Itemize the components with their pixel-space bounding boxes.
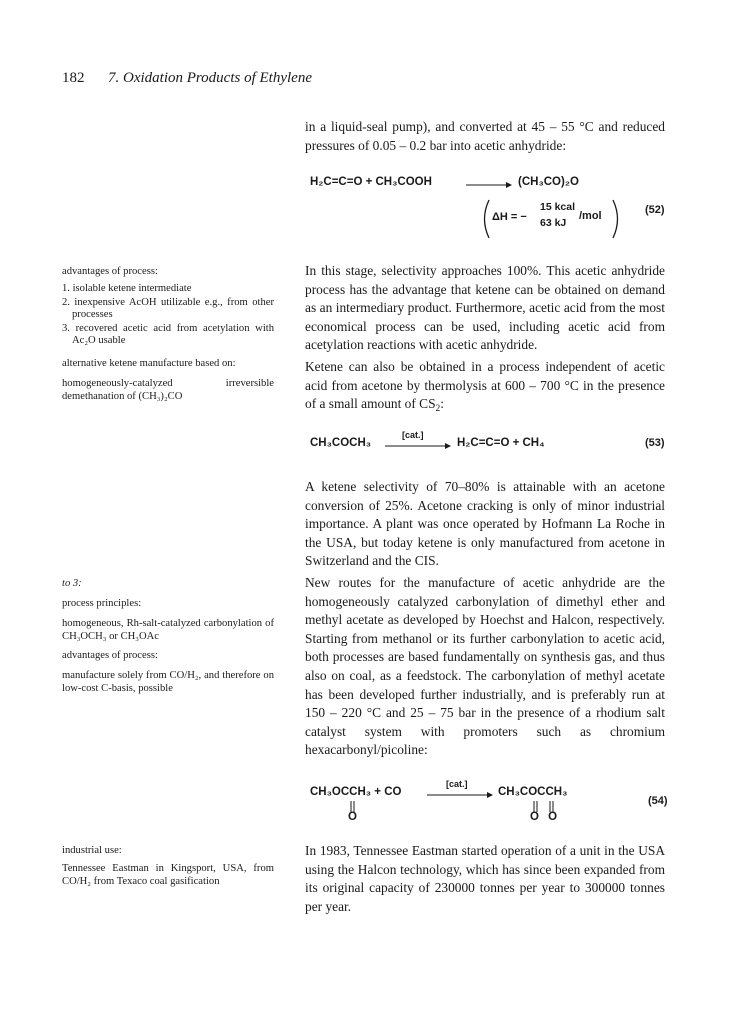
eq54-right-oxygens: O O (530, 811, 561, 823)
eq54-catalyst: [cat.] (446, 779, 468, 789)
eq54-reactants: CH₃OCCH₃ + CO (310, 786, 402, 798)
list-item: 2. inexpensive AcOH utilizable e.g., from other processes (62, 296, 274, 321)
eq52-number: (52) (645, 204, 665, 216)
eq54-left-oxygen: O (348, 811, 357, 823)
sidebar-alt-heading: alternative ketene manufacture based on: (62, 358, 236, 369)
eq52-dh-kj: 63 kJ (540, 217, 567, 229)
paragraph-2: In this stage, selectivity approaches 100%. This acetic anhydride process has the advantage that ketene can be obtained on demand as an intermediary product. Furthermore, acetic acid from the most economical process can be used, including acetic acid from acetylation reactions with acetic anhydride. (305, 263, 665, 353)
eq52-arrow (466, 181, 512, 189)
paragraph-1: in a liquid-seal pump), and converted at 45 – 55 °C and reduced pressures of 0.05 – 0.2 bar into acetic anhydride: (305, 119, 665, 153)
page-number: 182 (62, 70, 85, 86)
eq52-reactants: H₂C=C=O + CH₃COOH (310, 176, 432, 188)
paragraph-3: Ketene can also be obtained in a process independent of acetic acid from acetone by thermolysis at 600 – 700 °C in the presence of a small amount of $CS_2$: (305, 359, 665, 415)
eq53-arrow (385, 442, 451, 450)
eq54-number: (54) (648, 795, 668, 807)
eq52-product: (CH₃CO)₂O (518, 176, 579, 188)
sidebar-use-text: Tennessee Eastman in Kingsport, USA, from CO/H₂ from Texaco coal gasification (62, 863, 274, 887)
sidebar-advantages-list (62, 283, 274, 349)
paragraph-4: A ketene selectivity of 70–80% is attainable with an acetone conversion of 25%. Acetone cracking is only of minor industrial importance. A plant was once operated by Hofmann La Roche in the USA, but today ketene is only manufactured from acetone in Switzerland and the CIS. (305, 479, 665, 569)
sidebar-principles-text: homogeneous, Rh-salt-catalyzed carbonylation of CH₃OCH₃ or CH₃OAc (62, 618, 274, 642)
sidebar-adv2-text: manufacture solely from CO/H₂, and therefore on low-cost C-basis, possible (62, 670, 274, 694)
eq52-right-paren (611, 199, 623, 239)
paragraph-6: In 1983, Tennessee Eastman started operation of a unit in the USA using the Halcon technology, which has since been expanded from its original capacity of 230000 tonnes per year to 300000 tonnes per year. (305, 843, 665, 914)
sidebar-alt-text: homogeneously-catalyzed irreversible demethanation of (CH₃)₂CO (62, 378, 274, 402)
eq52-dh-unit: /mol (579, 210, 602, 222)
eq53-reactant: CH₃COCH₃ (310, 437, 372, 449)
sidebar-use-heading: industrial use: (62, 845, 122, 856)
eq53-products: H₂C=C=O + CH₄ (457, 437, 545, 449)
eq53-catalyst: [cat.] (402, 430, 424, 440)
sidebar-advantages-heading: advantages of process: (62, 266, 158, 277)
chapter-title: 7. Oxidation Products of Ethylene (108, 70, 312, 86)
eq54-product: CH₃COCCH₃ (498, 786, 568, 798)
eq52-dh-kcal: 15 kcal (540, 201, 576, 213)
sidebar-to3: to 3: (62, 578, 82, 589)
eq54-arrow (427, 791, 493, 799)
eq52-left-paren (479, 199, 491, 239)
paragraph-5: New routes for the manufacture of acetic anhydride are the homogeneously catalyzed carbonylation of dimethyl ether and methyl acetate as developed by Hoechst and Halcon, respectively. Starting from methanol or its further carbonylation to acetic acid, both processes are based fundamentally on synthesis gas, and thus also on coal, as a feedstock. The carbonylation of methyl acetate has been developed further industrially, and is preferably run at 150 – 220 °C and 25 – 75 bar in the presence of a rhodium salt catalyst system with promoters such as chromium hexacarbonyl/picoline: (305, 575, 665, 758)
list-item: 1. isolable ketene intermediate (62, 283, 192, 294)
eq52-delta-h: ΔH = − (492, 211, 527, 223)
sidebar-adv2-heading: advantages of process: (62, 650, 158, 661)
list-item: 3. recovered acetic acid from acetylation with Ac₂O usable (62, 322, 274, 347)
eq53-number: (53) (645, 437, 665, 449)
sidebar-principles-heading: process principles: (62, 598, 142, 609)
